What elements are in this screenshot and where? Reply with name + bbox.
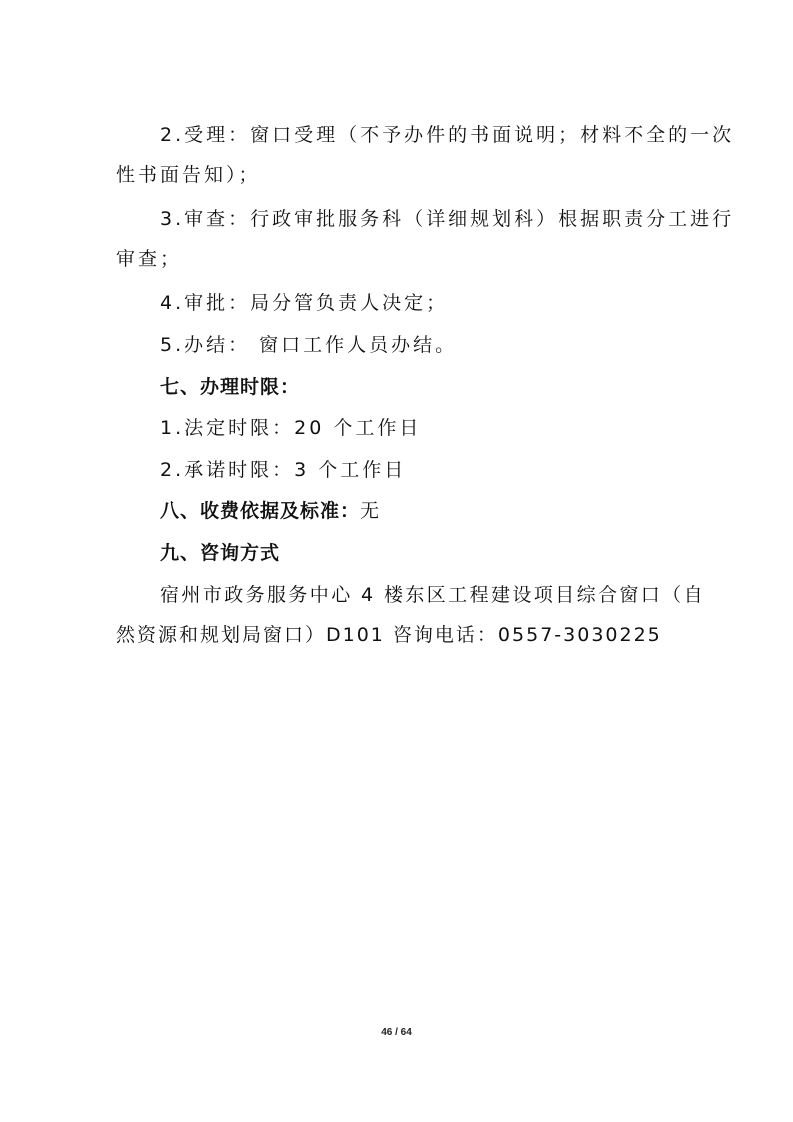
- section-8-heading: 八、收费依据及标准：: [160, 500, 361, 522]
- page-number: 46 / 64: [381, 1027, 412, 1038]
- step-4-approval: 4.审批：局分管负责人决定；: [160, 292, 449, 314]
- step-5-completion: 5.办结： 窗口工作人员办结。: [160, 334, 458, 356]
- section-8-line: [160, 498, 380, 524]
- statutory-time-limit: 1.法定时限：20 个工作日: [160, 417, 422, 439]
- step-3-review-line-1: 3.审查：行政审批服务科（详细规划科）根据职责分工进行: [160, 208, 735, 230]
- step-2-acceptance-line-2: 性书面告知）；: [116, 164, 261, 186]
- promised-time-limit: 2.承诺时限：3 个工作日: [160, 459, 407, 481]
- section-7-heading: 七、办理时限：: [160, 376, 301, 398]
- consultation-text-line-2: 然资源和规划局窗口）D101 咨询电话：0557-3030225: [116, 624, 662, 646]
- step-3-review-line-2: 审查；: [116, 248, 183, 270]
- section-8-value: 无: [360, 500, 381, 522]
- section-9-heading: 九、咨询方式: [160, 542, 281, 564]
- step-2-acceptance-line-1: 2.受理：窗口受理（不予办件的书面说明；材料不全的一次: [160, 124, 735, 146]
- consultation-text-line-1: 宿州市政务服务中心 4 楼东区工程建设项目综合窗口（自: [160, 584, 705, 606]
